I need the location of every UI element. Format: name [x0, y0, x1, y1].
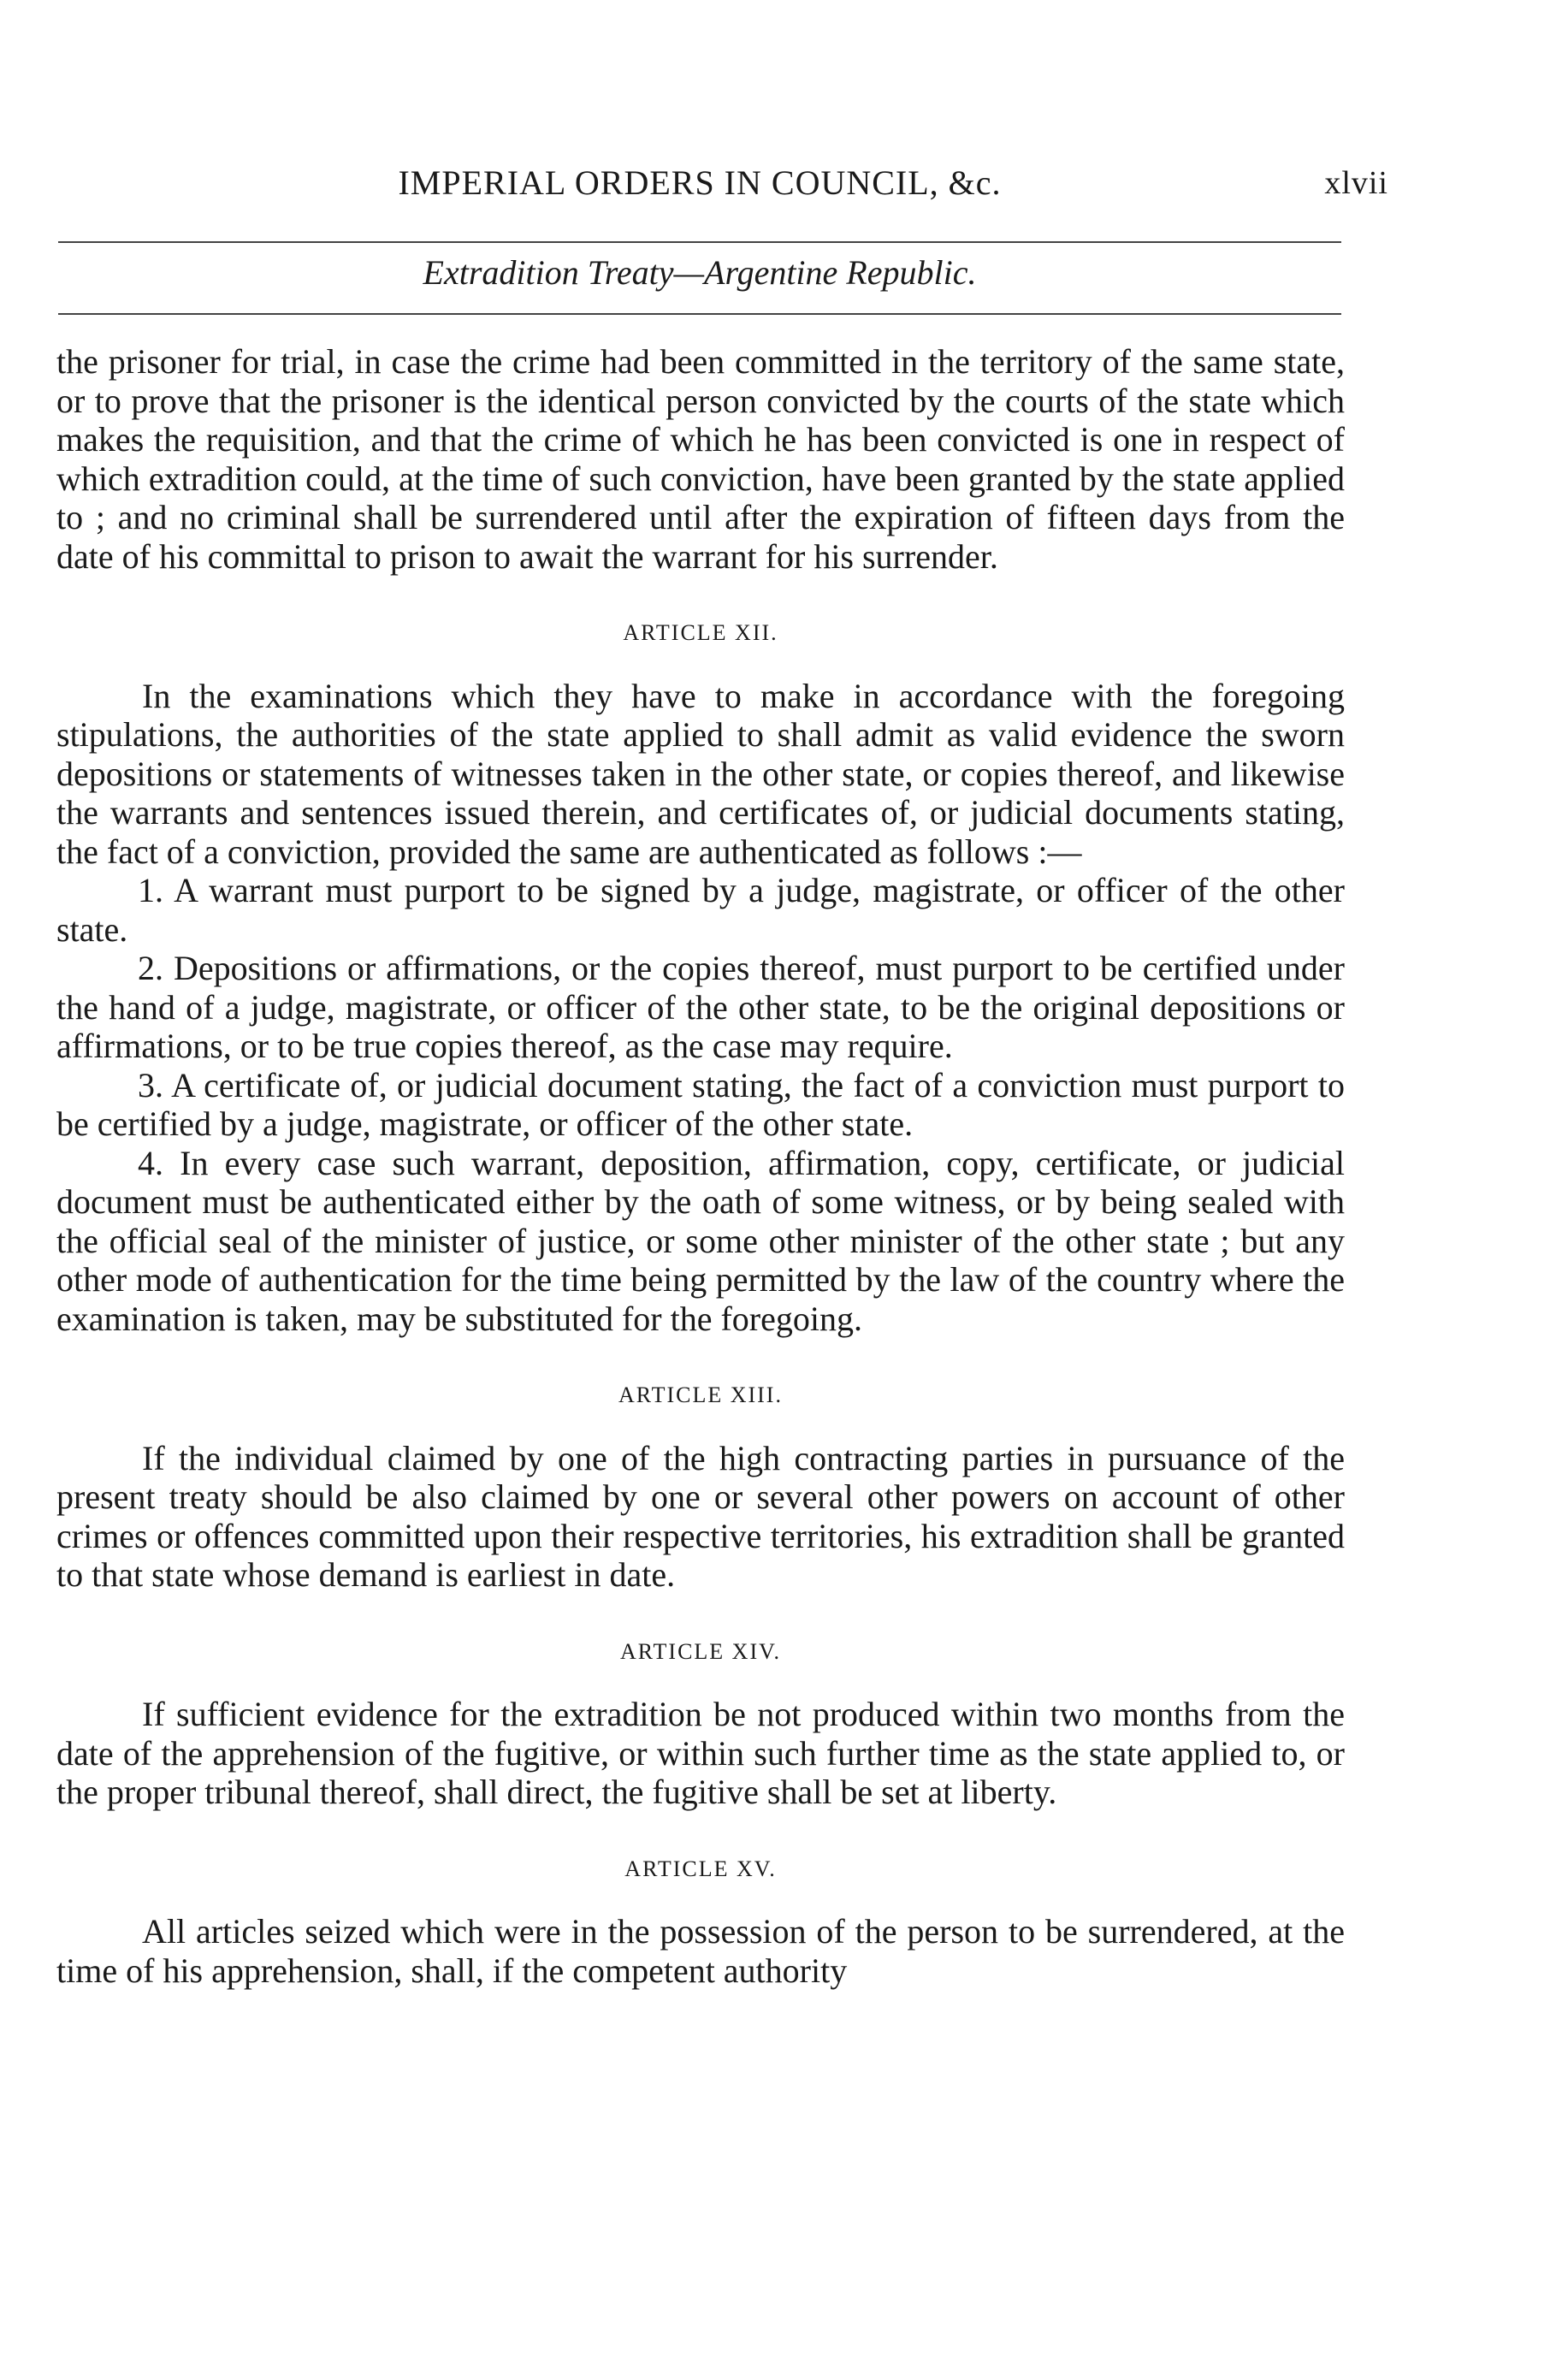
- continuation-paragraph: the prisoner for trial, in case the crime had been committed in the territory of the same state, or to prove that the prisoner is the identical person convicted by the courts of the state which makes the requisition, and that the crime of which he has been convicted is one in respect of which extradition could, at the time of such conviction, have been granted by the state applied to ; and no criminal shall be surrendered until after the expiration of fifteen days from the date of his committal to prison to await the warrant for his surrender.: [56, 342, 1345, 576]
- article-xv-heading: ARTICLE XV.: [624, 1856, 777, 1881]
- article-xii-intro: In the examinations which they have to make in accordance with the foregoing stipulations, the authorities of the state applied to shall admit as valid evidence the sworn depositions or statements of witnesses taken in the other state, or copies thereof, and likewise the warrants and sentences issued therein, and certificates of, or judicial documents stating, the fact of a conviction, provided the same are authenticated as follows :—: [56, 676, 1345, 871]
- running-head: [58, 154, 1388, 214]
- article-xii-item-4: 4. In every case such warrant, deposition, affirmation, copy, certificate, or judicial document must be authenticated either by the oath of some witness, or by being sealed with the official seal of the minister of justice, or some other minister of the other state ; but any other mode of authentication for the time being permitted by the law of the country where the examination is taken, may be substituted for the foregoing.: [56, 1143, 1345, 1338]
- article-xiv-text: If sufficient evidence for the extradition be not produced within two months from the date of the apprehension of the fugitive, or within such further time as the state applied to, or the proper tribunal thereof, shall direct, the fugitive shall be set at liberty.: [56, 1695, 1345, 1811]
- header-rule-bottom: [58, 313, 1341, 315]
- page-number: xlvii: [1324, 165, 1388, 201]
- body-text: [56, 342, 1345, 1990]
- article-xii-item-1: 1. A warrant must purport to be signed by a judge, magistrate, or officer of the other state.: [56, 871, 1345, 949]
- article-xv-text: All articles seized which were in the possession of the person to be surrendered, at the time of his apprehension, shall, if the competent authority: [56, 1912, 1345, 1990]
- running-title: IMPERIAL ORDERS IN COUNCIL, &c.: [398, 163, 1002, 202]
- article-xiv-heading: ARTICLE XIV.: [619, 1638, 782, 1664]
- article-xii-item-3: 3. A certificate of, or judicial document stating, the fact of a conviction must purport to be certified by a judge, magistrate, or officer of the other state.: [56, 1065, 1345, 1143]
- article-xii-item-2: 2. Depositions or affirmations, or the copies thereof, must purport to be certified under the hand of a judge, magistrate, or officer of the other state, to be the original depositions or affirmations, or to be true copies thereof, as the case may require.: [56, 949, 1345, 1065]
- article-xiii-heading: ARTICLE XIII.: [618, 1382, 783, 1407]
- article-xii-heading: ARTICLE XII.: [623, 620, 778, 645]
- section-subtitle: Extradition Treaty—Argentine Republic.: [423, 253, 977, 292]
- article-xiii-text: If the individual claimed by one of the high contracting parties in pursuance of the present treaty should be also claimed by one or several other powers on account of other crimes or offences committed upon their respective territories, his extradition shall be granted to that state whose demand is earliest in date.: [56, 1438, 1345, 1594]
- header-rule-top: [58, 241, 1341, 243]
